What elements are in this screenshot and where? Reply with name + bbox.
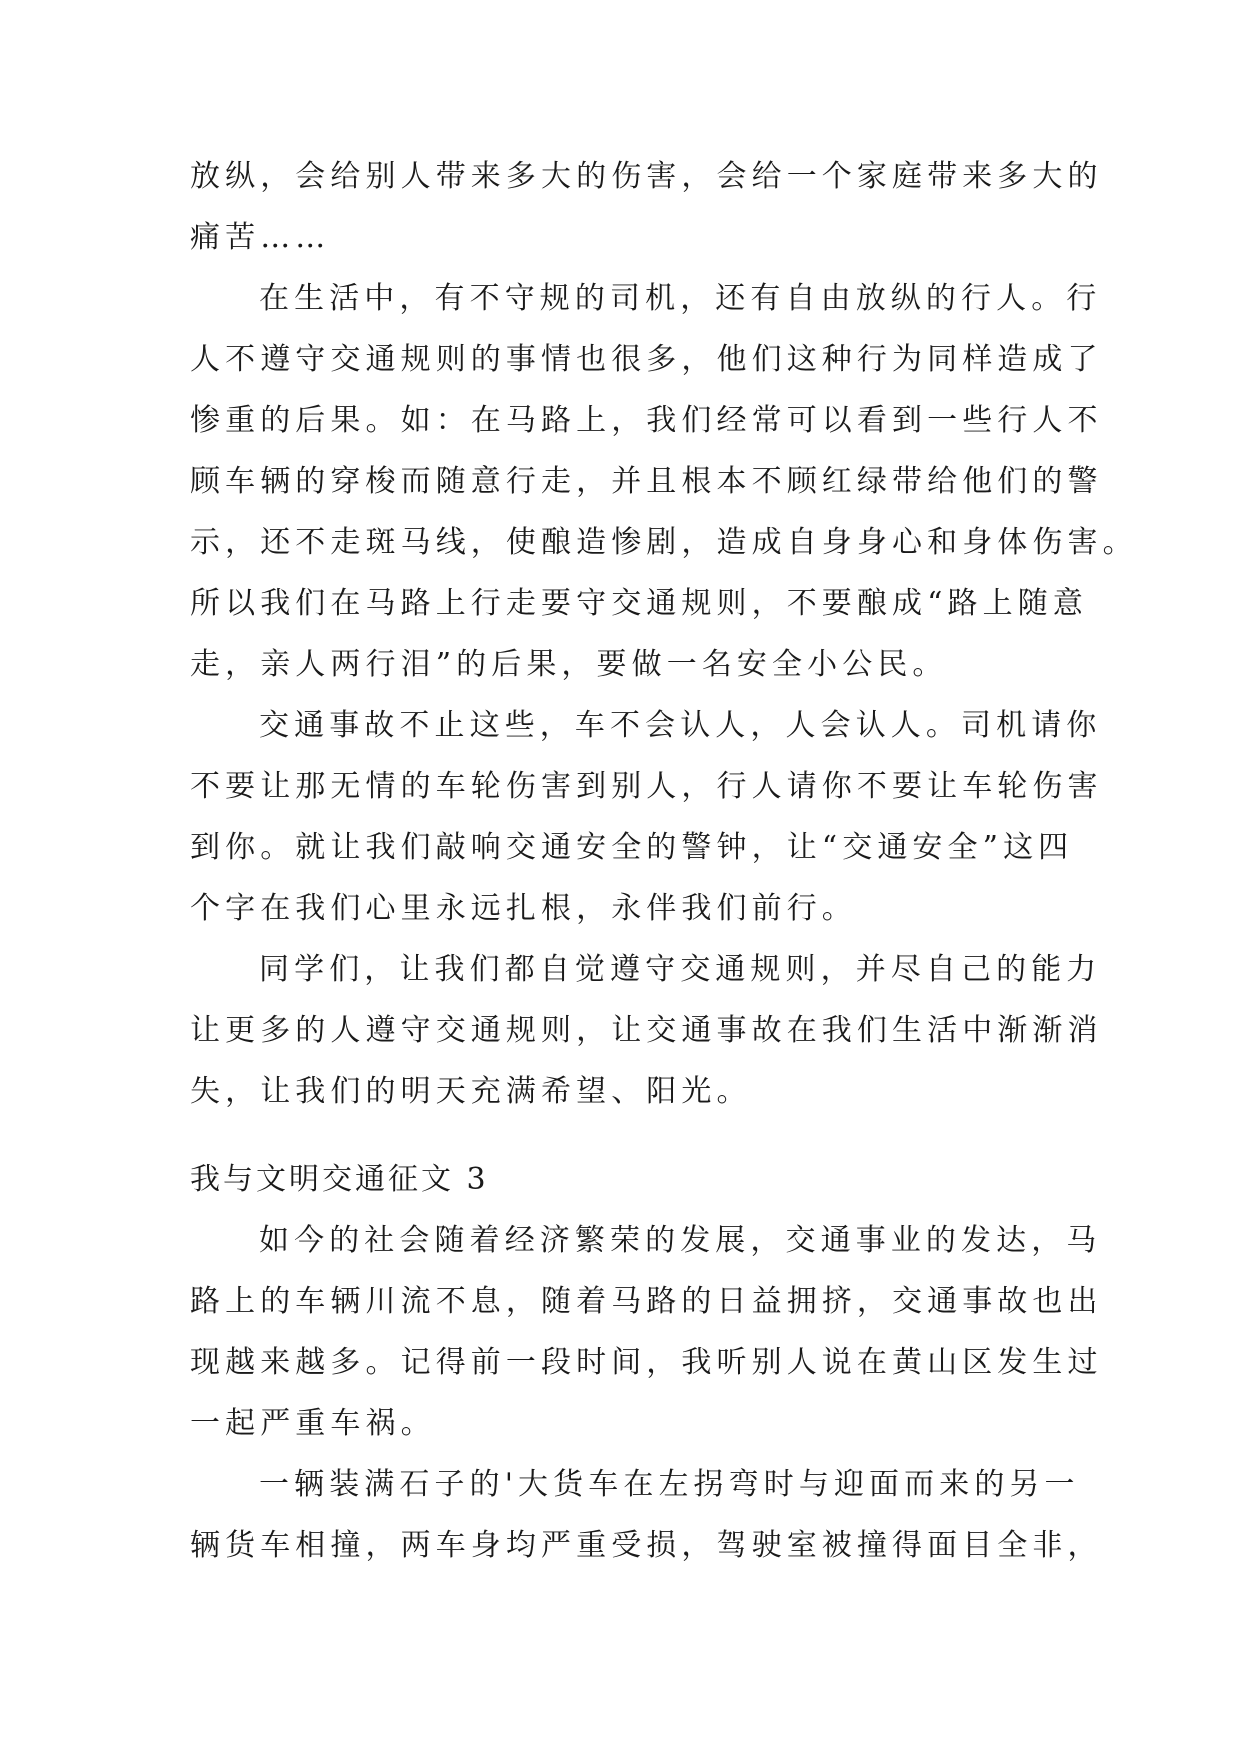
text-line: 让更多的人遵守交通规则，让交通事故在我们生活中渐渐消 bbox=[190, 1013, 1103, 1048]
pedestrians-paragraph bbox=[190, 268, 1138, 695]
truck-paragraph bbox=[190, 1454, 1103, 1576]
society-paragraph bbox=[190, 1210, 1103, 1454]
classmates-paragraph bbox=[190, 939, 1103, 1122]
text-line: 在生活中，有不守规的司机，还有自由放纵的行人。行 bbox=[259, 281, 1102, 316]
text-line: 所以我们在马路上行走要守交通规则，不要酿成“路上随意 bbox=[190, 586, 1088, 621]
text-line: 放纵，会给别人带来多大的伤害，会给一个家庭带来多大的 bbox=[190, 159, 1103, 194]
text-line: 走，亲人两行泪”的后果，要做一名安全小公民。 bbox=[190, 647, 948, 682]
text-line: 路上的车辆川流不息，随着马路的日益拥挤，交通事故也出 bbox=[190, 1284, 1103, 1319]
continuation-paragraph bbox=[190, 146, 1103, 268]
text-line: 一辆装满石子的'大货车在左拐弯时与迎面而来的另一 bbox=[259, 1467, 1080, 1502]
text-line: 同学们，让我们都自觉遵守交通规则，并尽自己的能力 bbox=[259, 952, 1102, 987]
text-line: 失，让我们的明天充满希望、阳光。 bbox=[190, 1074, 752, 1109]
text-line: 示，还不走斑马线，使酿造惨剧，造成自身身心和身体伤害。 bbox=[190, 525, 1138, 560]
text-line: 现越来越多。记得前一段时间，我听别人说在黄山区发生过 bbox=[190, 1345, 1103, 1380]
accidents-paragraph bbox=[190, 695, 1103, 939]
section-heading: 我与文明交通征文 3 bbox=[190, 1162, 489, 1197]
text-line: 痛苦…… bbox=[190, 220, 331, 255]
text-line: 顾车辆的穿梭而随意行走，并且根本不顾红绿带给他们的警 bbox=[190, 464, 1103, 499]
text-line: 如今的社会随着经济繁荣的发展，交通事业的发达，马 bbox=[259, 1223, 1102, 1258]
text-line: 交通事故不止这些，车不会认人，人会认人。司机请你 bbox=[259, 708, 1102, 743]
text-line: 一起严重车祸。 bbox=[190, 1406, 436, 1441]
text-line: 惨重的后果。如：在马路上，我们经常可以看到一些行人不 bbox=[190, 403, 1103, 438]
text-line: 人不遵守交通规则的事情也很多，他们这种行为同样造成了 bbox=[190, 342, 1103, 377]
text-line: 个字在我们心里永远扎根，永伴我们前行。 bbox=[190, 891, 857, 926]
text-line: 到你。就让我们敲响交通安全的警钟，让“交通安全”这四 bbox=[190, 830, 1074, 865]
text-line: 辆货车相撞，两车身均严重受损，驾驶室被撞得面目全非， bbox=[190, 1528, 1103, 1563]
text-line: 不要让那无情的车轮伤害到别人，行人请你不要让车轮伤害 bbox=[190, 769, 1103, 804]
